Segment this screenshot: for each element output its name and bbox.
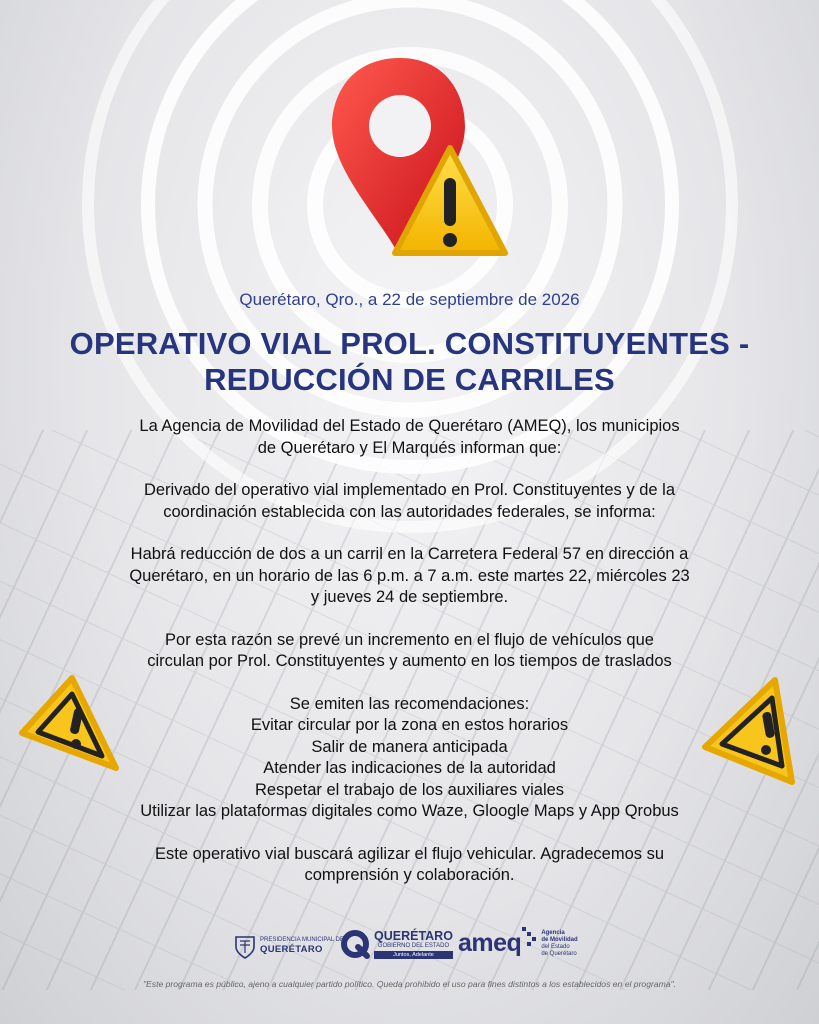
intro-paragraph: La Agencia de Movilidad del Estado de Querétaro (AMEQ), los municipios de Querétaro y El Marqués informan que: <box>139 417 680 457</box>
location-pin-icon <box>320 48 520 273</box>
recommendation-item: Salir de manera anticipada <box>311 737 508 756</box>
date-line: Querétaro, Qro., a 22 de septiembre de 2026 <box>239 290 580 309</box>
legal-disclaimer: "Este programa es público, ajeno a cualquier partido político. Queda prohibido el uso para fines distintos a los establecidos en el programa". <box>142 979 677 989</box>
recommendations-block <box>60 694 759 823</box>
recommendation-item: Evitar circular por la zona en estos horarios <box>250 716 569 734</box>
context-paragraph: Derivado del operativo vial implementado en Prol. Constituyentes y de la coordinación establecida con las autoridades federales, se informa: <box>143 481 676 521</box>
closing-paragraph: Este operativo vial buscará agilizar el flujo vehicular. Agradecemos su comprensión y colaboración. <box>154 844 665 884</box>
announcement-body <box>60 416 759 908</box>
title-line-1: OPERATIVO VIAL PROL. CONSTITUYENTES - <box>69 326 750 361</box>
title-line-2: REDUCCIÓN DE CARRILES <box>204 362 615 397</box>
ameq-logo: ameq Agencia de Movilidad del Estado de Querétaro <box>458 929 578 958</box>
lane-reduction-paragraph: Habrá reducción de dos a un carril en la Carretera Federal 57 en dirección a Querétaro, en un horario de las 6 p.m. a 7 a.m. este martes 22, miércoles 23 y jueves 24 de septiembre. <box>129 545 690 606</box>
logos-bar <box>0 925 819 971</box>
recommendation-item: Utilizar las plataformas digitales como Waze, Gloogle Maps y App Qrobus <box>140 802 679 820</box>
recommendation-item: Respetar el trabajo de los auxiliares viales <box>254 780 565 799</box>
ameq-squares-icon <box>522 927 538 951</box>
recommendations-heading: Se emiten las recomendaciones: <box>289 694 530 713</box>
coat-of-arms-icon <box>234 933 256 959</box>
gobierno-estado-logo: QUERÉTARO GOBIERNO DEL ESTADO Juntos, Adelante <box>340 929 453 959</box>
recommendation-item: Atender las indicaciones de la autoridad <box>263 759 556 777</box>
impact-paragraph: Por esta razón se prevé un incremento en el flujo de vehículos que circulan por Prol. Constituyentes y aumento en los tiempos de traslados <box>147 630 672 670</box>
page-title <box>0 326 819 398</box>
q-logo-icon <box>340 929 370 959</box>
municipio-queretaro-logo: PRESIDENCIA MUNICIPAL DE QUERÉTARO <box>234 933 344 959</box>
